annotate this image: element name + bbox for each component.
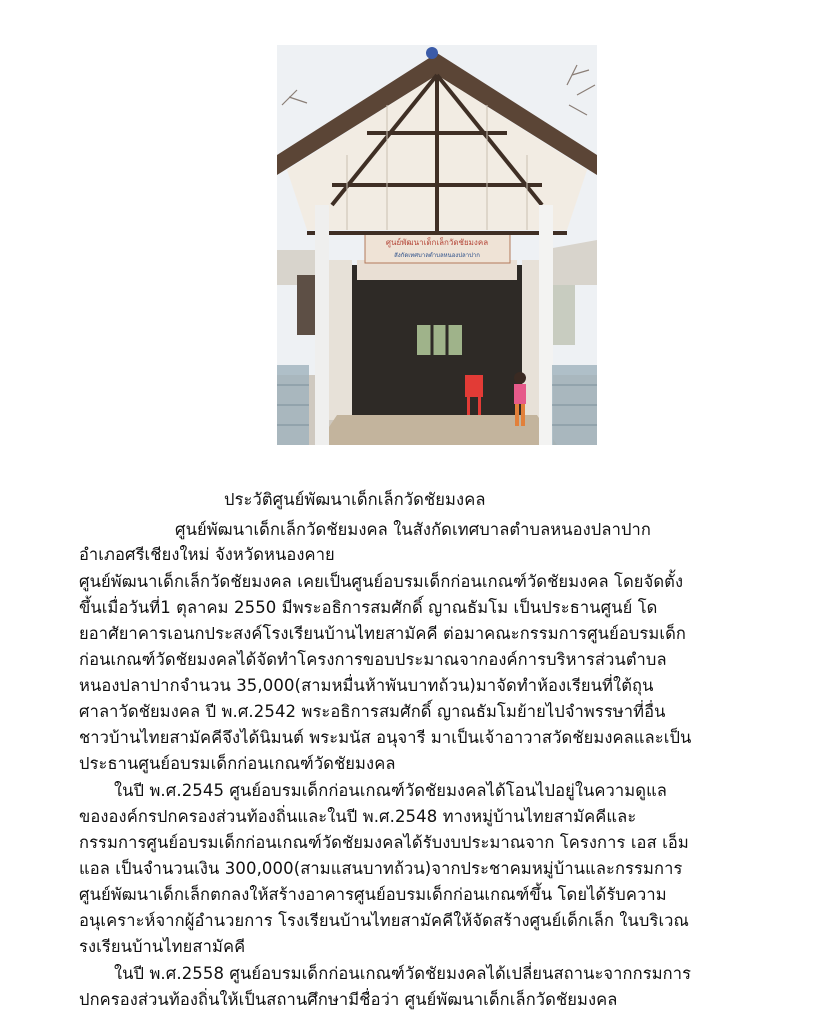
- paragraph-line: ในปี พ.ศ.2545 ศูนย์อบรมเด็กก่อนเกณฑ์วัดชัยมงคลได้โอนไปอยู่ในความดูแล: [114, 781, 668, 800]
- paragraph-line: รงเรียนบ้านไทยสามัคคี: [79, 937, 246, 956]
- paragraph-line: ประธานศูนย์อบรมเด็กก่อนเกณฑ์วัดชัยมงคล: [79, 754, 396, 773]
- paragraph-line: ศาลาวัดชัยมงคล ปี พ.ศ.2542 พระอธิการสมศักดิ์ ญาณธัมโมย้ายไปจำพรรษาที่อื่น: [79, 702, 666, 721]
- paragraph-line: แอล เป็นจำนวนเงิน 300,000(สามแสนบาทถ้วน)จากประชาคมหมู่บ้านและกรรมการ: [79, 859, 683, 878]
- paragraph-line: ยอาศัยาคารเอนกประสงค์โรงเรียนบ้านไทยสามัคคี ต่อมาคณะกรรมการศูนย์อบรมเด็ก: [79, 624, 686, 643]
- paragraph-line: อนุเคราะห์จากผู้อำนวยการ โรงเรียนบ้านไทยสามัคคีให้จัดสร้างศูนย์เด็กเล็ก ในบริเวณ: [79, 911, 689, 930]
- paragraph-line: ปกครองส่วนท้องถิ่นให้เป็นสถานศึกษามีชื่อว่า ศูนย์พัฒนาเด็กเล็กวัดชัยมงคล: [79, 990, 618, 1009]
- paragraph-line: ขององค์กรปกครองส่วนท้องถิ่นและในปี พ.ศ.2548 ทางหมู่บ้านไทยสามัคคีและ: [79, 807, 637, 826]
- roof-finial: [426, 47, 438, 59]
- sign-board-text: ศูนย์พัฒนาเด็กเล็กวัดชัยมงคล: [385, 238, 489, 247]
- paragraph-line: ศูนย์พัฒนาเด็กเล็กตกลงให้สร้างอาคารศูนย์อบรมเด็กก่อนเกณฑ์ขึ้น โดยได้รับความ: [79, 885, 667, 904]
- building-illustration: [277, 45, 597, 445]
- paragraph-line: หนองปลาปากจำนวน 35,000(สามหมื่นห้าพันบาทถ้วน)มาจัดทำห้องเรียนที่ใต้ถุน: [79, 676, 654, 695]
- child-figure: [514, 372, 526, 384]
- document-title: ประวัติศูนย์พัฒนาเด็กเล็กวัดชัยมงคล: [224, 490, 486, 509]
- paragraph-line: ขึ้นเมื่อวันที่1 ตุลาคม 2550 มีพระอธิการสมศักดิ์ ญาณธัมโม เป็นประธานศูนย์ โด: [79, 598, 658, 617]
- red-chair: [465, 375, 483, 397]
- right-pillar: [539, 205, 553, 445]
- paragraph-line: ศูนย์พัฒนาเด็กเล็กวัดชัยมงคล เคยเป็นศูนย์อบรมเด็กก่อนเกณฑ์วัดชัยมงคล โดยจัดตั้ง: [79, 572, 684, 591]
- paragraph-line: กรรมการศูนย์อบรมเด็กก่อนเกณฑ์วัดชัยมงคลได้รับงบประมาณจาก โครงการ เอส เอ็ม: [79, 833, 689, 852]
- paragraph-line: อำเภอศรีเชียงใหม่ จังหวัดหนองคาย: [79, 545, 335, 564]
- sign-board-subtext: สังกัดเทศบาลตำบลหนองปลาปาก: [394, 252, 480, 259]
- paragraph-line: ชาวบ้านไทยสามัคคีจึงได้นิมนต์ พระมนัส อนุจารี มาเป็นเจ้าอาวาสวัดชัยมงคลและเป็น: [79, 728, 692, 747]
- paragraph-line: ก่อนเกณฑ์วัดชัยมงคลได้จัดทำโครงการขอบประมาณจากองค์การบริหารส่วนตำบล: [79, 650, 667, 669]
- paragraph-line: ศูนย์พัฒนาเด็กเล็กวัดชัยมงคล ในสังกัดเทศบาลตำบลหนองปลาปาก: [175, 520, 651, 539]
- paragraph-line: ในปี พ.ศ.2558 ศูนย์อบรมเด็กก่อนเกณฑ์วัดชัยมงคลได้เปลี่ยนสถานะจากกรมการ: [114, 964, 692, 983]
- building-photo: [277, 45, 597, 445]
- left-pillar: [315, 205, 329, 445]
